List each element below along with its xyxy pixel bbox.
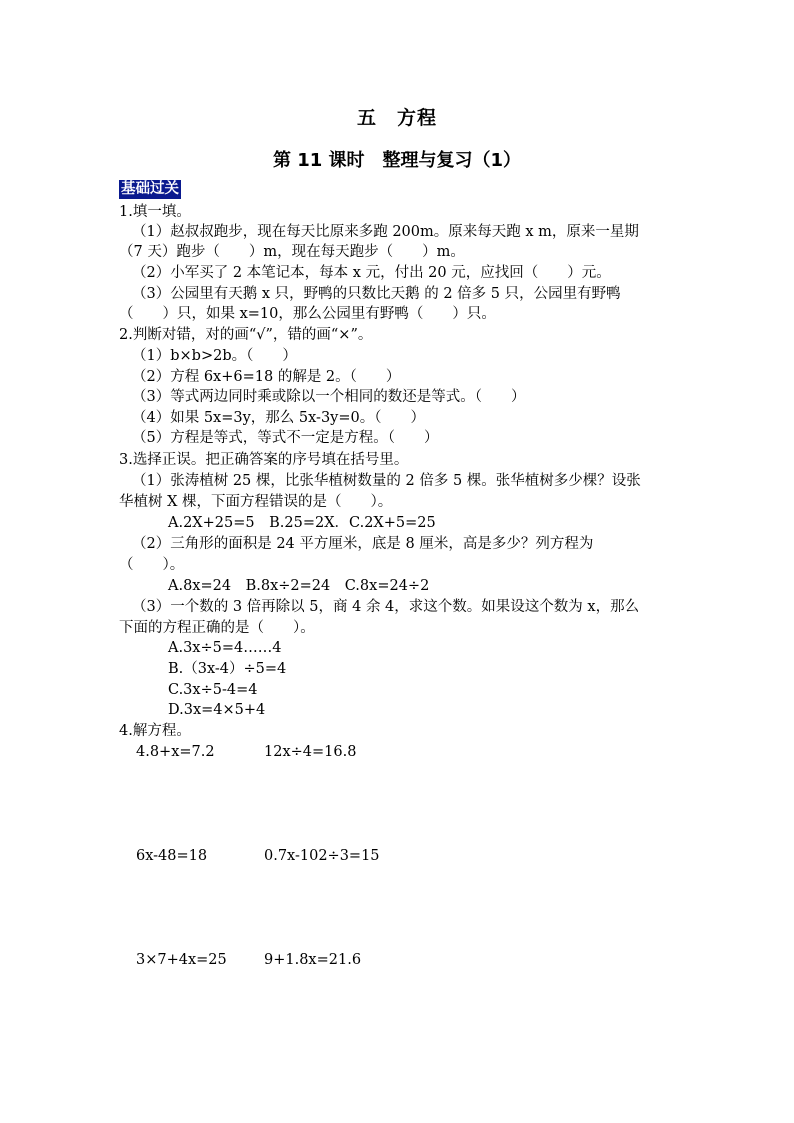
unit-title: 五 方程	[356, 107, 437, 129]
q3-p3-option: D.3x=4×5+4	[168, 702, 266, 718]
q3-p3-option: C.3x÷5-4=4	[168, 682, 258, 698]
q2-line: （1）b×b>2b。（ ）	[132, 348, 297, 364]
q1-line: （1）赵叔叔跑步，现在每天比原来多跑 200m。原来每天跑 x m，原来一星期	[132, 224, 639, 240]
q4-title: 4.解方程。	[119, 723, 191, 739]
q3-p3-line: 下面的方程正确的是（ ）。	[119, 620, 315, 636]
q2-line: （4）如果 5x=3y，那么 5x-3y=0。（ ）	[132, 410, 426, 426]
q3-p1-line: （1）张涛植树 25 棵，比张华植树数量的 2 倍多 5 棵。张华植树多少棵？设张	[132, 473, 641, 489]
section-badge: 基础过关	[121, 181, 179, 197]
q1-line: （2）小军买了 2 本笔记本，每本 x 元，付出 20 元，应找回（ ）元。	[132, 265, 611, 281]
q3-p3-option: A.3x÷5=4……4	[168, 640, 282, 656]
equation: 12x÷4=16.8	[264, 744, 357, 760]
q3-p3-line: （3）一个数的 3 倍再除以 5，商 4 余 4，求这个数。如果设这个数为 x，那么	[132, 599, 640, 615]
q3-p2-options: A.8x=24 B.8x÷2=24 C.8x=24÷2	[168, 578, 430, 594]
q3-p2-line: （2）三角形的面积是 24 平方厘米，底是 8 厘米，高是多少？列方程为	[132, 536, 594, 552]
q2-line: （3）等式两边同时乘或除以一个相同的数还是等式。（ ）	[132, 389, 526, 405]
q3-p3-option: B.（3x-4）÷5=4	[168, 661, 287, 677]
q3-p1-line: 华植树 X 棵，下面方程错误的是（ ）。	[119, 494, 393, 510]
q2-line: （2）方程 6x+6=18 的解是 2。（ ）	[132, 369, 401, 385]
equation: 0.7x-102÷3=15	[264, 848, 380, 864]
equation: 4.8+x=7.2	[136, 744, 215, 760]
q3-p2-line: （ ）。	[119, 557, 185, 573]
q1-line: （ ）只，如果 x=10，那么公园里有野鸭（ ）只。	[119, 306, 496, 322]
lesson-title: 第 11 课时 整理与复习（1）	[272, 150, 522, 171]
q1-line: （3）公园里有天鹅 x 只，野鸭的只数比天鹅 的 2 倍多 5 只，公园里有野鸭	[132, 286, 621, 302]
q3-title: 3.选择正误。把正确答案的序号填在括号里。	[119, 452, 409, 468]
q2-title: 2.判断对错，对的画“√”，错的画“×”。	[119, 327, 373, 343]
q1-title: 1.填一填。	[119, 204, 191, 220]
equation: 9+1.8x=21.6	[264, 952, 362, 968]
q3-p1-options: A.2X+25=5 B.25=2X．C.2X+5=25	[168, 515, 436, 531]
equation: 6x-48=18	[136, 848, 208, 864]
equation: 3×7+4x=25	[136, 952, 227, 968]
q2-line: （5）方程是等式，等式不一定是方程。（ ）	[132, 430, 439, 446]
q1-line: （7 天）跑步（ ）m，现在每天跑步（ ）m。	[119, 244, 465, 260]
